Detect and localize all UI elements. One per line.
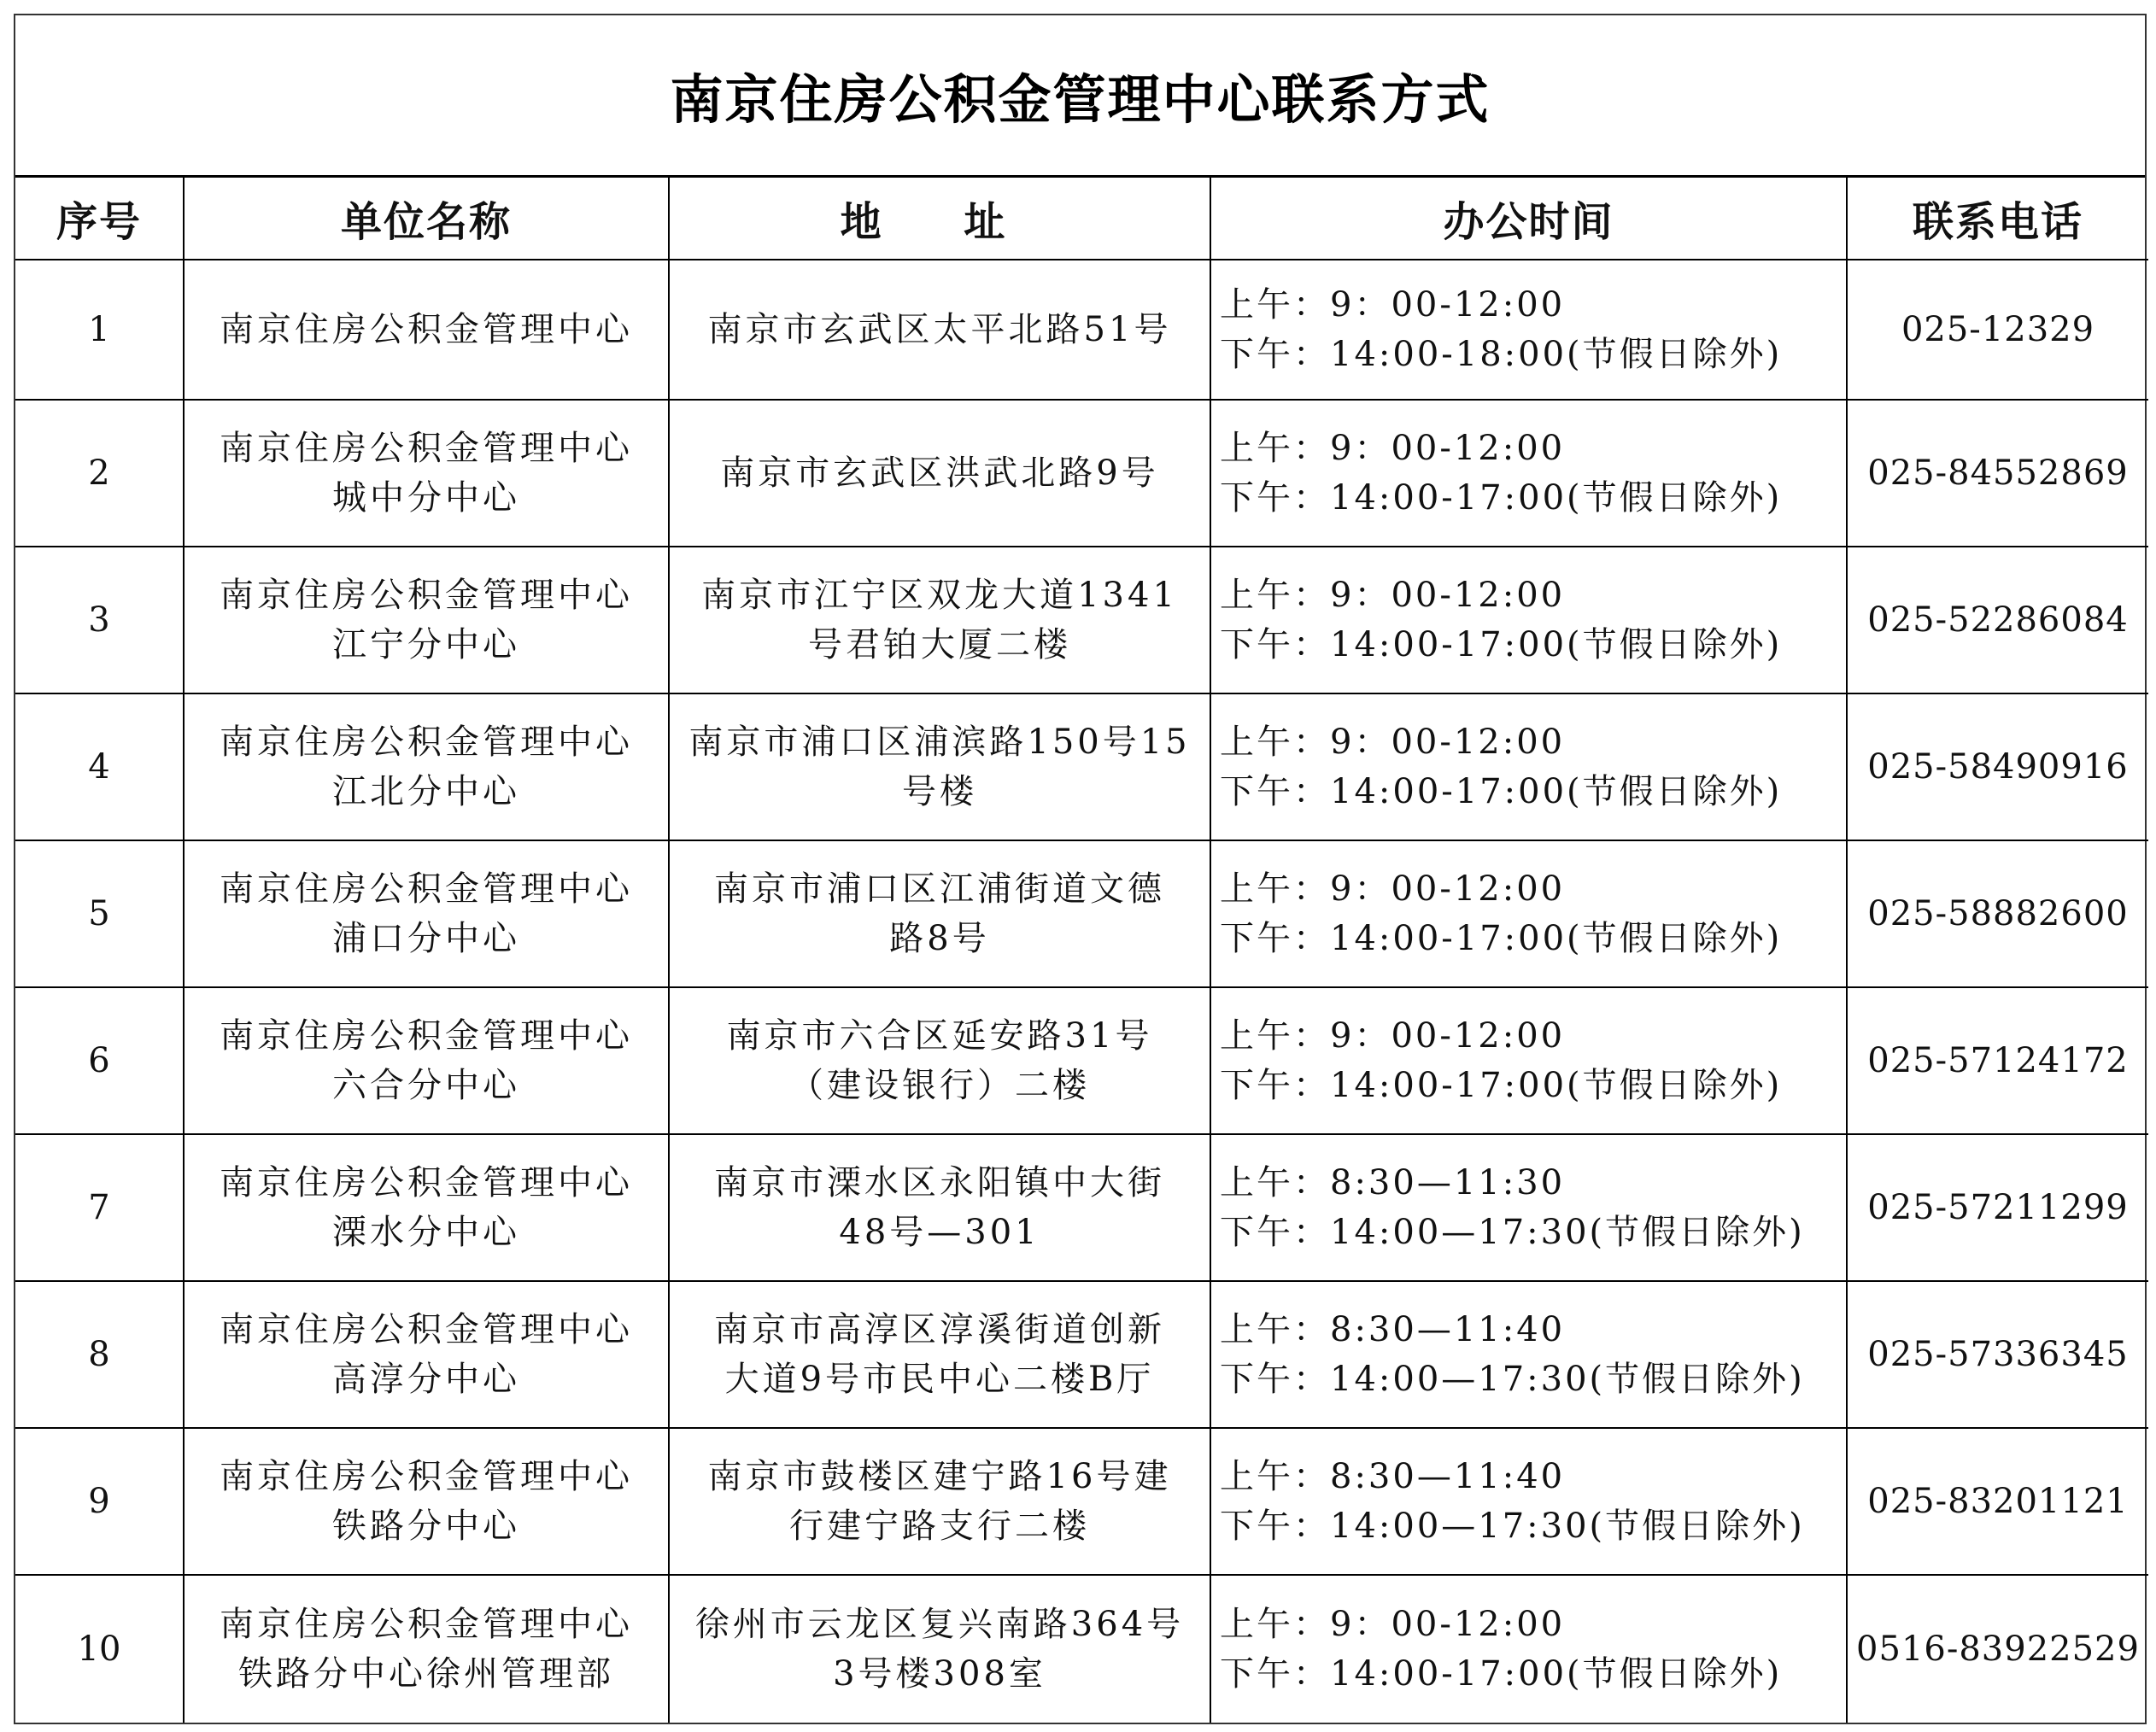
address-line: 徐州市云龙区复兴南路364号: [694, 1605, 1185, 1644]
header-row: [15, 178, 2148, 260]
cell-address: [669, 260, 1210, 400]
cell-unit-name: [184, 1134, 669, 1281]
address-line: 号君铂大厦二楼: [808, 625, 1071, 664]
header-unit: 单位名称: [184, 178, 669, 260]
table-row: [15, 840, 2148, 987]
hours-line: 下午：14:00-17:00(节假日除外): [1220, 1066, 1783, 1105]
hours-line: 下午：14:00-17:00(节假日除外): [1220, 1654, 1783, 1694]
unit-name-line: 城中分中心: [332, 478, 520, 518]
unit-name-line: 南京住房公积金管理中心: [220, 723, 633, 762]
hours-line: 下午：14:00—17:30(节假日除外): [1220, 1507, 1805, 1546]
cell-seq: 6: [15, 987, 184, 1134]
cell-phone: 025-58490916: [1847, 693, 2148, 840]
hours-line: 下午：14:00-17:00(节假日除外): [1220, 625, 1783, 664]
address-line: 南京市江宁区双龙大道1341: [701, 576, 1178, 615]
table-body: [15, 260, 2148, 1723]
table-row: [15, 1575, 2148, 1723]
cell-seq: 9: [15, 1428, 184, 1575]
unit-name-line: 南京住房公积金管理中心: [220, 1457, 633, 1496]
address-line: 号楼: [902, 772, 977, 811]
table-row: [15, 1428, 2148, 1575]
cell-unit-name: [184, 1575, 669, 1723]
unit-name-line: 南京住房公积金管理中心: [220, 1163, 633, 1202]
cell-office-hours: [1210, 840, 1847, 987]
address-line: 大道9号市民中心二楼B厅: [724, 1360, 1155, 1399]
unit-name-line: 高淳分中心: [332, 1360, 520, 1399]
cell-unit-name: [184, 840, 669, 987]
address-line: 48号—301: [839, 1213, 1040, 1252]
cell-unit-name: [184, 260, 669, 400]
hours-line: 上午：9：00-12:00: [1220, 1605, 1566, 1644]
table-row: [15, 260, 2148, 400]
contact-table: [15, 178, 2148, 1723]
cell-unit-name: [184, 547, 669, 693]
cell-phone: 025-58882600: [1847, 840, 2148, 987]
cell-address: [669, 987, 1210, 1134]
page-title: 南京住房公积金管理中心联系方式: [15, 15, 2145, 178]
address-line: 南京市鼓楼区建宁路16号建: [707, 1457, 1172, 1496]
cell-office-hours: [1210, 260, 1847, 400]
address-line: 行建宁路支行二楼: [789, 1507, 1090, 1546]
cell-seq: 8: [15, 1281, 184, 1428]
cell-office-hours: [1210, 1575, 1847, 1723]
cell-phone: 025-83201121: [1847, 1428, 2148, 1575]
hours-line: 下午：14:00—17:30(节假日除外): [1220, 1213, 1805, 1252]
address-line: 南京市浦口区江浦街道文德: [714, 869, 1165, 909]
address-line: 南京市玄武区太平北路51号: [707, 310, 1172, 349]
table-row: [15, 693, 2148, 840]
hours-line: 下午：14:00-17:00(节假日除外): [1220, 478, 1783, 518]
contact-sheet: [14, 14, 2147, 1724]
cell-address: [669, 1428, 1210, 1575]
unit-name-line: 六合分中心: [332, 1066, 520, 1105]
address-line: 路8号: [889, 919, 990, 958]
cell-unit-name: [184, 1281, 669, 1428]
table-row: [15, 547, 2148, 693]
hours-line: 上午：8:30—11:40: [1220, 1310, 1566, 1349]
unit-name-line: 浦口分中心: [332, 919, 520, 958]
cell-address: [669, 1575, 1210, 1723]
cell-seq: 1: [15, 260, 184, 400]
hours-line: 上午：8:30—11:30: [1220, 1163, 1566, 1202]
cell-office-hours: [1210, 987, 1847, 1134]
hours-line: 上午：9：00-12:00: [1220, 1016, 1566, 1056]
hours-line: 上午：9：00-12:00: [1220, 429, 1566, 468]
unit-name-line: 溧水分中心: [332, 1213, 520, 1252]
cell-address: [669, 1281, 1210, 1428]
table-row: [15, 987, 2148, 1134]
cell-phone: 025-12329: [1847, 260, 2148, 400]
table-row: [15, 1134, 2148, 1281]
unit-name-line: 江宁分中心: [332, 625, 520, 664]
unit-name-line: 铁路分中心: [332, 1507, 520, 1546]
cell-phone: 025-84552869: [1847, 400, 2148, 547]
cell-address: [669, 1134, 1210, 1281]
table-row: [15, 1281, 2148, 1428]
cell-unit-name: [184, 693, 669, 840]
cell-seq: 3: [15, 547, 184, 693]
address-line: 南京市高淳区淳溪街道创新: [714, 1310, 1165, 1349]
cell-address: [669, 840, 1210, 987]
cell-phone: 025-57211299: [1847, 1134, 2148, 1281]
cell-office-hours: [1210, 547, 1847, 693]
unit-name-line: 铁路分中心徐州管理部: [238, 1654, 614, 1694]
cell-seq: 5: [15, 840, 184, 987]
hours-line: 上午：8:30—11:40: [1220, 1457, 1566, 1496]
unit-name-line: 南京住房公积金管理中心: [220, 1605, 633, 1644]
unit-name-line: 江北分中心: [332, 772, 520, 811]
cell-unit-name: [184, 987, 669, 1134]
cell-phone: 025-52286084: [1847, 547, 2148, 693]
header-seq: 序号: [15, 178, 184, 260]
hours-line: 上午：9：00-12:00: [1220, 576, 1566, 615]
cell-seq: 2: [15, 400, 184, 547]
cell-phone: 0516-83922529: [1847, 1575, 2148, 1723]
unit-name-line: 南京住房公积金管理中心: [220, 1310, 633, 1349]
header-address: 地 址: [669, 178, 1210, 260]
address-line: 南京市溧水区永阳镇中大街: [714, 1163, 1165, 1202]
unit-name-line: 南京住房公积金管理中心: [220, 869, 633, 909]
cell-address: [669, 693, 1210, 840]
cell-address: [669, 547, 1210, 693]
cell-address: [669, 400, 1210, 547]
address-line: 南京市玄武区洪武北路9号: [720, 453, 1159, 493]
unit-name-line: 南京住房公积金管理中心: [220, 1016, 633, 1056]
address-line: 南京市浦口区浦滨路150号15: [688, 723, 1191, 762]
cell-unit-name: [184, 400, 669, 547]
cell-unit-name: [184, 1428, 669, 1575]
hours-line: 下午：14:00-17:00(节假日除外): [1220, 772, 1783, 811]
header-hours: 办公时间: [1210, 178, 1847, 260]
table-row: [15, 400, 2148, 547]
address-line: 3号楼308室: [833, 1654, 1046, 1694]
hours-line: 下午：14:00—17:30(节假日除外): [1220, 1360, 1805, 1399]
unit-name-line: 南京住房公积金管理中心: [220, 576, 633, 615]
hours-line: 上午：9：00-12:00: [1220, 869, 1566, 909]
hours-line: 上午：9：00-12:00: [1220, 723, 1566, 762]
cell-office-hours: [1210, 1134, 1847, 1281]
cell-seq: 10: [15, 1575, 184, 1723]
cell-seq: 7: [15, 1134, 184, 1281]
cell-phone: 025-57124172: [1847, 987, 2148, 1134]
cell-office-hours: [1210, 1428, 1847, 1575]
header-phone: 联系电话: [1847, 178, 2148, 260]
unit-name-line: 南京住房公积金管理中心: [220, 310, 633, 349]
cell-seq: 4: [15, 693, 184, 840]
address-line: （建设银行）二楼: [789, 1066, 1090, 1105]
cell-phone: 025-57336345: [1847, 1281, 2148, 1428]
hours-line: 下午：14:00-17:00(节假日除外): [1220, 919, 1783, 958]
unit-name-line: 南京住房公积金管理中心: [220, 429, 633, 468]
cell-office-hours: [1210, 1281, 1847, 1428]
cell-office-hours: [1210, 400, 1847, 547]
cell-office-hours: [1210, 693, 1847, 840]
address-line: 南京市六合区延安路31号: [726, 1016, 1153, 1056]
hours-line: 下午：14:00-18:00(节假日除外): [1220, 335, 1783, 374]
hours-line: 上午：9：00-12:00: [1220, 285, 1566, 325]
